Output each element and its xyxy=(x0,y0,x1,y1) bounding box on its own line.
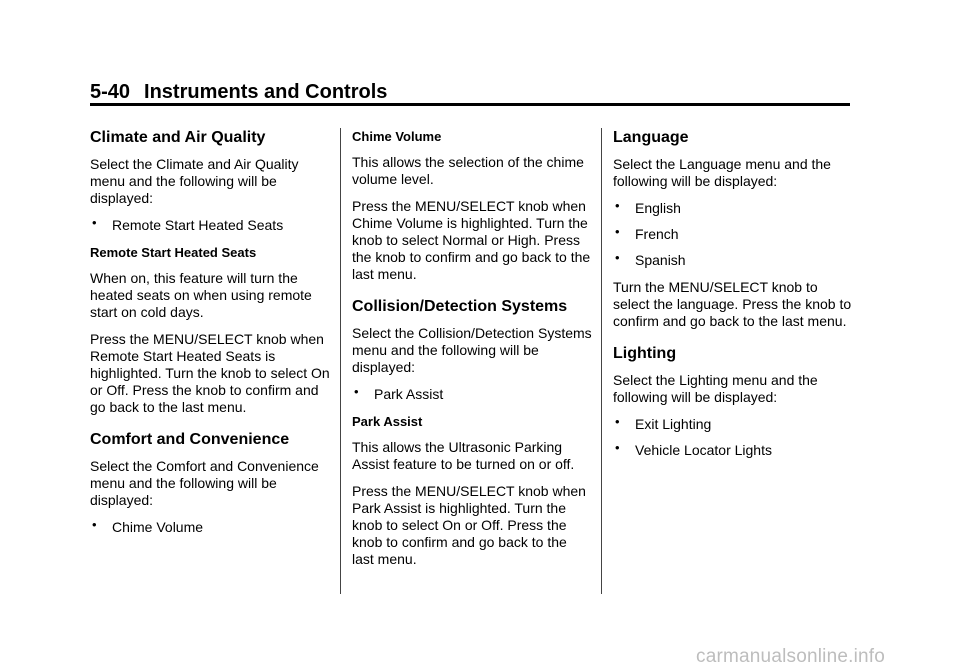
header-rule xyxy=(90,103,850,106)
park-assist-subheading: Park Assist xyxy=(352,414,423,429)
language-intro: Select the Language menu and the following will be displayed: xyxy=(613,156,831,189)
list-item: • Remote Start Heated Seats xyxy=(90,217,330,234)
language-list xyxy=(613,200,853,269)
collision-heading: Collision/Detection Systems xyxy=(352,298,568,315)
park-assist-instructions: Press the MENU/SELECT knob when Park Assist is highlighted. Turn the knob to select On or Off. Press the knob to confirm and go back to the last menu. xyxy=(352,483,586,567)
column-divider-2 xyxy=(601,128,602,594)
park-assist-desc: This allows the Ultrasonic Parking Assist feature to be turned on or off. xyxy=(352,439,575,472)
column-2 xyxy=(352,128,592,578)
list-item: • French xyxy=(613,226,853,243)
chime-subheading: Chime Volume xyxy=(352,129,442,144)
list-item: • Exit Lighting xyxy=(613,416,853,433)
remote-start-instructions: Press the MENU/SELECT knob when Remote Start Heated Seats is highlighted. Turn the knob to select On or Off. Press the knob to confirm and go back to the last menu. xyxy=(90,331,330,415)
comfort-heading: Comfort and Convenience xyxy=(90,431,290,448)
column-3 xyxy=(613,128,853,469)
remote-start-desc: When on, this feature will turn the heated seats on when using remote start on cold days. xyxy=(90,270,312,320)
collision-intro: Select the Collision/Detection Systems menu and the following will be displayed: xyxy=(352,325,592,375)
lighting-list xyxy=(613,416,853,459)
column-divider-1 xyxy=(340,128,341,594)
chapter-title: Instruments and Controls xyxy=(144,81,388,103)
chime-instructions: Press the MENU/SELECT knob when Chime Volume is highlighted. Turn the knob to select Normal or High. Press the knob to confirm and go back to the last menu. xyxy=(352,198,591,282)
column-1 xyxy=(90,128,330,546)
list-item: • Park Assist xyxy=(352,386,592,403)
chime-desc: This allows the selection of the chime volume level. xyxy=(352,154,584,187)
remote-start-subheading: Remote Start Heated Seats xyxy=(90,245,257,260)
comfort-list xyxy=(90,519,330,536)
climate-list xyxy=(90,217,330,234)
language-instructions: Turn the MENU/SELECT knob to select the language. Press the knob to confirm and go back to the last menu. xyxy=(613,279,852,329)
list-item: • Vehicle Locator Lights xyxy=(613,442,853,459)
climate-intro: Select the Climate and Air Quality menu and the following will be displayed: xyxy=(90,156,299,206)
language-heading: Language xyxy=(613,129,689,146)
collision-list xyxy=(352,386,592,403)
list-item: • English xyxy=(613,200,853,217)
list-item: • Chime Volume xyxy=(90,519,330,536)
page-number: 5-40 xyxy=(90,81,131,103)
comfort-intro: Select the Comfort and Convenience menu and the following will be displayed: xyxy=(90,458,319,508)
watermark: carmanualsonline.info xyxy=(696,646,886,667)
page-header xyxy=(90,80,850,104)
lighting-heading: Lighting xyxy=(613,345,677,362)
climate-heading: Climate and Air Quality xyxy=(90,129,266,146)
list-item: • Spanish xyxy=(613,252,853,269)
lighting-intro: Select the Lighting menu and the following will be displayed: xyxy=(613,372,818,405)
